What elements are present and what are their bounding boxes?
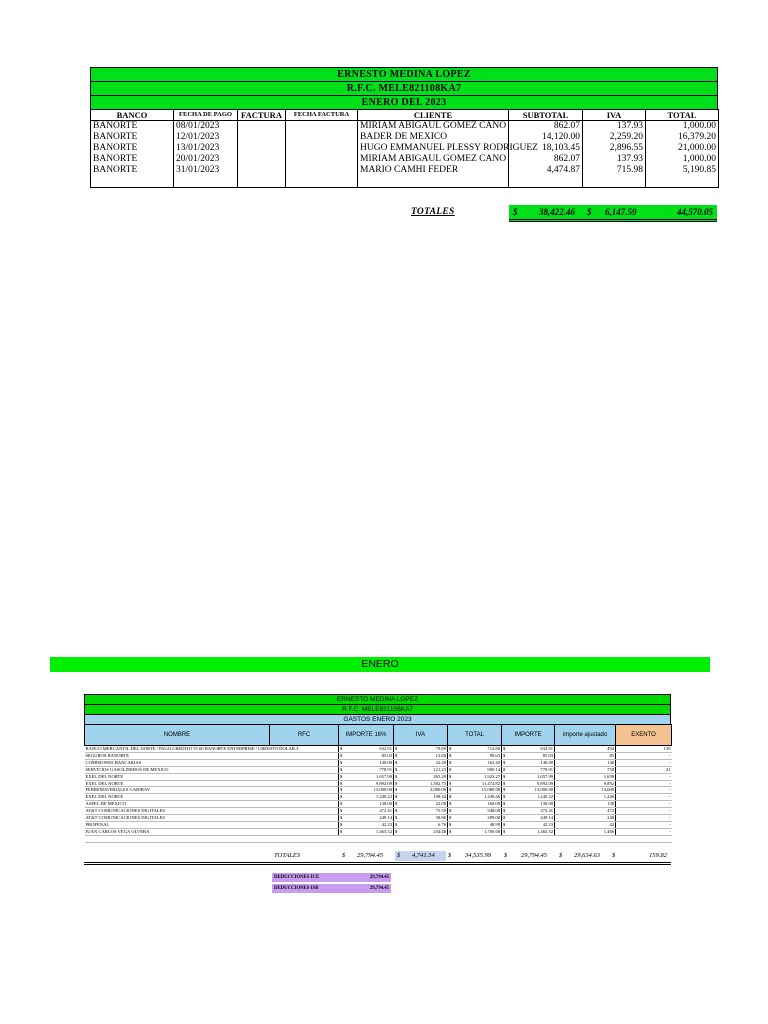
cell-importe16: 1,657.99	[345, 773, 394, 780]
cell-fecha-pago: 12/01/2023	[174, 132, 238, 143]
col-fecha-pago: FECHA DE PAGO	[174, 110, 238, 121]
cell-nombre: AT&T COMUNICACIONES DIGITALES	[85, 815, 270, 822]
currency-sign: $	[339, 808, 345, 815]
table-row	[85, 759, 672, 766]
cell-nombre: EXEL DEL NORTE	[85, 773, 270, 780]
col-factura: FACTURA	[238, 110, 286, 121]
empty-cell	[174, 176, 238, 188]
currency-sign: $	[612, 852, 616, 859]
currency-sign: $	[504, 852, 508, 859]
table-row	[85, 821, 672, 828]
currency-sign: $	[394, 759, 400, 766]
currency-sign: $	[339, 801, 345, 808]
sales-table	[90, 109, 719, 188]
col-exento: EXENTO	[616, 725, 672, 746]
cell-total: 48.99	[454, 821, 502, 828]
cell-rfc	[270, 801, 339, 808]
currency-sign: $	[448, 801, 454, 808]
total-ajustado: 29,634.63	[574, 852, 600, 859]
currency-sign: $	[339, 821, 345, 828]
cell-total: 16,379.20	[646, 132, 719, 143]
table-row	[91, 154, 719, 165]
cell-iva: 6.76	[400, 821, 448, 828]
cell-iva: 1,582.73	[400, 780, 448, 787]
currency-sign: $	[502, 821, 508, 828]
cell-total: 712.80	[454, 746, 502, 753]
cell-rfc	[270, 794, 339, 801]
sales-totals-label: TOTALES	[411, 207, 455, 217]
col-fecha-factura: FECHA FACTURA	[286, 110, 358, 121]
cell-iva: 75.59	[400, 808, 448, 815]
cell-iva: 2,896.55	[583, 143, 646, 154]
currency-sign: $	[448, 780, 454, 787]
currency-sign: $	[587, 207, 592, 217]
cell-ajustado: 494	[555, 746, 616, 753]
cell-factura	[238, 143, 286, 154]
cell-importe: 9,892.09	[508, 780, 555, 787]
cell-nombre: PROFENAL	[85, 821, 270, 828]
cell-nombre: BANCO MERCANTIL DEL NORTE / PAGO CREDITO 55 60 BANORTE ENTERPRISE / CREDITO DOLAR 3	[85, 746, 299, 751]
currency-sign: $	[394, 828, 400, 835]
cell-total: 1,923.27	[454, 773, 502, 780]
cell-ajustado: 472	[555, 808, 616, 815]
cell-subtotal: 4,474.87	[509, 165, 583, 176]
currency-sign: $	[394, 808, 400, 815]
deduction-value: 29,794.45	[369, 886, 389, 891]
currency-sign: $	[339, 752, 345, 759]
empty-cell	[286, 176, 358, 188]
currency-sign: $	[448, 815, 454, 822]
currency-sign: $	[339, 746, 345, 753]
sales-rfc-header: R.F.C. MELE821108KA7	[90, 81, 718, 95]
table-row	[85, 752, 672, 759]
table-row	[85, 794, 672, 801]
cell-importe16: 9,892.09	[345, 780, 394, 787]
cell-exento: 21	[616, 766, 672, 773]
cell-fecha-factura	[286, 165, 358, 176]
currency-sign: $	[502, 752, 508, 759]
currency-sign: $	[339, 766, 345, 773]
currency-sign: $	[502, 746, 508, 753]
cell-rfc	[270, 752, 339, 759]
empty-cell	[454, 835, 502, 842]
cell-nombre: EXEL DEL NORTE	[85, 794, 270, 801]
table-row	[85, 766, 672, 773]
cell-importe: 138.00	[508, 801, 555, 808]
cell-iva: 2,259.20	[583, 132, 646, 143]
cell-banco: BANORTE	[91, 143, 174, 154]
cell-banco: BANORTE	[91, 165, 174, 176]
currency-sign: $	[394, 815, 400, 822]
expenses-column-headers	[85, 725, 672, 746]
cell-ajustado: 138	[555, 801, 616, 808]
cell-iva: 22.08	[400, 801, 448, 808]
cell-rfc	[270, 828, 339, 835]
cell-importe16: 138.00	[345, 801, 394, 808]
col-importe16: IMPORTE 16%	[339, 725, 394, 746]
col-cliente: CLIENTE	[358, 110, 509, 121]
cell-rfc	[270, 766, 339, 773]
cell-exento: -	[616, 828, 672, 835]
total-importe16: 29,794.45	[357, 852, 383, 859]
cell-rfc	[270, 821, 339, 828]
cell-subtotal: 18,103.45	[509, 143, 583, 154]
cell-nombre: EXEL DEL NORTE	[85, 780, 270, 787]
col-banco: BANCO	[91, 110, 174, 121]
total-exento: 159.82	[649, 852, 667, 859]
currency-sign: $	[339, 815, 345, 822]
currency-sign: $	[502, 766, 508, 773]
cell-cliente: MIRIAM ABIGAUL GOMEZ CANO	[358, 154, 509, 165]
cell-ajustado: 249	[555, 815, 616, 822]
cell-total: 548.00	[454, 808, 502, 815]
cell-total: 11,474.82	[454, 780, 502, 787]
cell-banco: BANORTE	[91, 132, 174, 143]
expenses-table	[84, 724, 672, 843]
cell-importe16: 1,465.52	[345, 828, 394, 835]
cell-importe: 778.91	[508, 766, 555, 773]
sales-name-header: ERNESTO MEDINA LOPEZ	[90, 67, 718, 81]
sales-column-headers	[91, 110, 719, 121]
cell-exento: -	[616, 815, 672, 822]
cell-exento: -	[616, 821, 672, 828]
cell-iva: 137.93	[583, 154, 646, 165]
table-row	[85, 828, 672, 835]
cell-nombre: ASPEL DE MEXICO	[85, 801, 270, 808]
col-total: TOTAL	[448, 725, 502, 746]
cell-cliente: BADER DE MEXICO	[358, 132, 509, 143]
col-nombre: NOMBRE	[85, 725, 270, 746]
cell-fecha-pago: 13/01/2023	[174, 143, 238, 154]
cell-total: 1,700.00	[454, 828, 502, 835]
cell-total: 1,000.00	[646, 154, 719, 165]
empty-cell	[345, 835, 394, 842]
cell-ajustado: 1,658	[555, 773, 616, 780]
sales-totals	[509, 205, 717, 222]
currency-sign: $	[339, 787, 345, 794]
cell-subtotal: 862.07	[509, 121, 583, 133]
cell-exento: -	[616, 752, 672, 759]
cell-factura	[238, 165, 286, 176]
cell-ajustado: 42	[555, 821, 616, 828]
currency-sign: $	[339, 828, 345, 835]
cell-fecha-factura	[286, 121, 358, 133]
table-row	[91, 143, 719, 154]
cell-iva: 79.89	[400, 746, 448, 753]
empty-cell	[400, 835, 448, 842]
cell-cliente: MARIO CAMHI FEDER	[358, 165, 509, 176]
currency-sign: $	[502, 801, 508, 808]
currency-sign: $	[394, 787, 400, 794]
table-row	[85, 787, 672, 794]
currency-sign: $	[502, 808, 508, 815]
cell-importe: 140.00	[508, 759, 555, 766]
cell-ajustado: 758	[555, 766, 616, 773]
cell-fecha-factura	[286, 154, 358, 165]
cell-importe16: 13,000.00	[345, 787, 394, 794]
currency-sign: $	[448, 759, 454, 766]
total-iva: 6,147.59	[605, 207, 637, 217]
cell-rfc	[270, 759, 339, 766]
cell-factura	[238, 121, 286, 133]
cell-importe: 1,240.22	[508, 794, 555, 801]
cell-total: 162.40	[454, 759, 502, 766]
cell-exento: -	[616, 801, 672, 808]
empty-cell	[270, 835, 339, 842]
currency-sign: $	[448, 787, 454, 794]
cell-importe: 42.23	[508, 821, 555, 828]
cell-iva: 22.40	[400, 759, 448, 766]
cell-fecha-factura	[286, 132, 358, 143]
cell-iva: 715.98	[583, 165, 646, 176]
currency-sign: $	[513, 207, 518, 217]
currency-sign: $	[502, 780, 508, 787]
cell-iva: 2,080.00	[400, 787, 448, 794]
total-total: 44,570.05	[677, 207, 713, 217]
currency-sign: $	[339, 794, 345, 801]
currency-sign: $	[448, 808, 454, 815]
cell-total: 900.14	[454, 766, 502, 773]
cell-importe: 85.03	[508, 752, 555, 759]
cell-exento: -	[616, 787, 672, 794]
table-row	[85, 780, 672, 787]
cell-fecha-pago: 08/01/2023	[174, 121, 238, 133]
empty-cell	[583, 176, 646, 188]
cell-exento: -	[616, 759, 672, 766]
currency-sign: $	[448, 752, 454, 759]
cell-iva: 39.86	[400, 815, 448, 822]
currency-sign: $	[394, 794, 400, 801]
cell-cliente: HUGO EMMANUEL PLESSY RODRIGUEZ	[358, 143, 509, 154]
cell-subtotal: 14,120.00	[509, 132, 583, 143]
cell-rfc	[270, 773, 339, 780]
deduction-value: 29,794.45	[369, 875, 389, 880]
table-row	[85, 773, 672, 780]
table-row	[91, 165, 719, 176]
sales-report	[90, 67, 718, 188]
cell-factura	[238, 132, 286, 143]
table-row	[85, 801, 672, 808]
cell-importe: 13,000.00	[508, 787, 555, 794]
cell-iva: 234.48	[400, 828, 448, 835]
currency-sign: $	[559, 852, 563, 859]
currency-sign: $	[448, 852, 452, 859]
cell-banco: BANORTE	[91, 154, 174, 165]
currency-sign: $	[394, 752, 400, 759]
currency-sign: $	[502, 759, 508, 766]
cell-total: 289.00	[454, 815, 502, 822]
cell-ajustado: 140	[555, 759, 616, 766]
total-subtotal: 38,422.46	[539, 207, 575, 217]
cell-total: 21,000.00	[646, 143, 719, 154]
cell-importe16: 472.41	[345, 808, 394, 815]
empty-cell	[85, 835, 270, 842]
currency-sign: $	[448, 746, 454, 753]
cell-rfc	[270, 787, 339, 794]
currency-sign: $	[502, 773, 508, 780]
cell-factura	[238, 154, 286, 165]
table-row	[85, 808, 672, 815]
deduction-label: DEDUCCIONES ISR	[274, 886, 319, 891]
cell-rfc	[270, 808, 339, 815]
expenses-report	[84, 694, 671, 843]
cell-fecha-factura	[286, 143, 358, 154]
cell-nombre: AT&T COMUNICACIONES DIGITALES	[85, 808, 270, 815]
currency-sign: $	[448, 821, 454, 828]
currency-sign: $	[448, 828, 454, 835]
table-row	[85, 815, 672, 822]
cell-rfc	[270, 780, 339, 787]
cell-importe: 1,657.99	[508, 773, 555, 780]
currency-sign: $	[342, 852, 346, 859]
cell-iva: 121.23	[400, 766, 448, 773]
expenses-body	[85, 746, 672, 843]
cell-exento: 139	[616, 746, 672, 753]
sales-period-header: ENERO DEL 2023	[90, 95, 718, 109]
empty-cell	[358, 176, 509, 188]
empty-cell	[616, 835, 672, 842]
cell-nombre: COMISIONES BANCARIAS	[85, 759, 270, 766]
expenses-name-header: ERNESTO MEDINA LOPEZ	[84, 694, 671, 704]
col-total: TOTAL	[646, 110, 719, 121]
cell-exento: -	[616, 773, 672, 780]
cell-importe16: 1,240.22	[345, 794, 394, 801]
currency-sign: $	[339, 759, 345, 766]
cell-importe: 632.91	[508, 746, 555, 753]
cell-subtotal: 862.07	[509, 154, 583, 165]
empty-cell	[91, 176, 174, 188]
cell-ajustado: 85	[555, 752, 616, 759]
cell-cliente: MIRIAM ABIGAUL GOMEZ CANO	[358, 121, 509, 133]
cell-ajustado: 1,240	[555, 794, 616, 801]
col-iva: IVA	[394, 725, 448, 746]
currency-sign: $	[448, 766, 454, 773]
cell-ajustado: 1,466	[555, 828, 616, 835]
deduction-ice	[272, 873, 391, 882]
cell-total: 15,080.00	[454, 787, 502, 794]
cell-total: 1,000.00	[646, 121, 719, 133]
col-rfc: RFC	[270, 725, 339, 746]
currency-sign: $	[502, 828, 508, 835]
empty-cell	[508, 835, 555, 842]
expenses-period-header: GASTOS ENERO 2023	[84, 714, 671, 724]
table-row	[91, 121, 719, 133]
currency-sign: $	[394, 801, 400, 808]
currency-sign: $	[339, 780, 345, 787]
cell-importe16: 778.91	[345, 766, 394, 773]
empty-cell	[509, 176, 583, 188]
currency-sign: $	[394, 780, 400, 787]
empty-row	[85, 835, 672, 842]
cell-nombre: SERVICIOS GASOLINEROS DE MEXICO	[85, 766, 270, 773]
expenses-totals-label: TOTALES	[274, 852, 301, 859]
currency-sign: $	[394, 821, 400, 828]
cell-total: 98.63	[454, 752, 502, 759]
total-total: 34,535.99	[465, 852, 491, 859]
empty-cell	[238, 176, 286, 188]
cell-exento: -	[616, 780, 672, 787]
col-iva: IVA	[583, 110, 646, 121]
currency-sign: $	[339, 773, 345, 780]
expenses-totals	[84, 852, 671, 865]
total-iva: 4,741.54	[412, 852, 435, 859]
cell-total: 1,438.66	[454, 794, 502, 801]
col-subtotal: SUBTOTAL	[509, 110, 583, 121]
cell-ajustado: 13,000	[555, 787, 616, 794]
cell-iva: 13.60	[400, 752, 448, 759]
cell-iva: 137.93	[583, 121, 646, 133]
table-row	[91, 132, 719, 143]
cell-importe16: 632.91	[345, 746, 394, 753]
cell-importe16: 140.00	[345, 759, 394, 766]
currency-sign: $	[448, 773, 454, 780]
empty-row	[91, 176, 719, 188]
col-importe: IMPORTE	[502, 725, 555, 746]
cell-fecha-pago: 20/01/2023	[174, 154, 238, 165]
cell-iva: 265.28	[400, 773, 448, 780]
empty-cell	[646, 176, 719, 188]
cell-importe: 1,465.52	[508, 828, 555, 835]
month-banner: ENERO	[50, 657, 710, 672]
table-row	[85, 746, 672, 753]
total-importe: 29,794.45	[521, 852, 547, 859]
empty-cell	[555, 835, 616, 842]
currency-sign: $	[397, 852, 401, 859]
cell-iva: 198.44	[400, 794, 448, 801]
cell-total: 160.08	[454, 801, 502, 808]
deduction-label: DEDUCCIONES ICE	[274, 875, 320, 880]
cell-exento: -	[616, 794, 672, 801]
currency-sign: $	[448, 794, 454, 801]
currency-sign: $	[394, 746, 400, 753]
cell-importe16: 249.14	[345, 815, 394, 822]
deduction-isr	[272, 884, 391, 893]
cell-importe: 249.14	[508, 815, 555, 822]
cell-nombre: FERREMATERIALES GARIBAY	[85, 787, 270, 794]
cell-fecha-pago: 31/01/2023	[174, 165, 238, 176]
cell-importe16: 85.03	[345, 752, 394, 759]
currency-sign: $	[502, 787, 508, 794]
expenses-rfc-header: R.F.C. MELE821108KA7	[84, 704, 671, 714]
currency-sign: $	[502, 815, 508, 822]
currency-sign: $	[394, 773, 400, 780]
cell-rfc	[270, 815, 339, 822]
currency-sign: $	[502, 794, 508, 801]
cell-exento: -	[616, 808, 672, 815]
cell-ajustado: 9,892	[555, 780, 616, 787]
currency-sign: $	[394, 766, 400, 773]
col-ajustado: importe ajustado	[555, 725, 616, 746]
cell-banco: BANORTE	[91, 121, 174, 133]
cell-importe: 472.41	[508, 808, 555, 815]
cell-total: 5,190.85	[646, 165, 719, 176]
cell-nombre: JUAN CARLOS VEGA OLVERA	[85, 828, 270, 835]
cell-importe16: 42.23	[345, 821, 394, 828]
cell-nombre: SEGUROS BANORTE	[85, 752, 270, 759]
